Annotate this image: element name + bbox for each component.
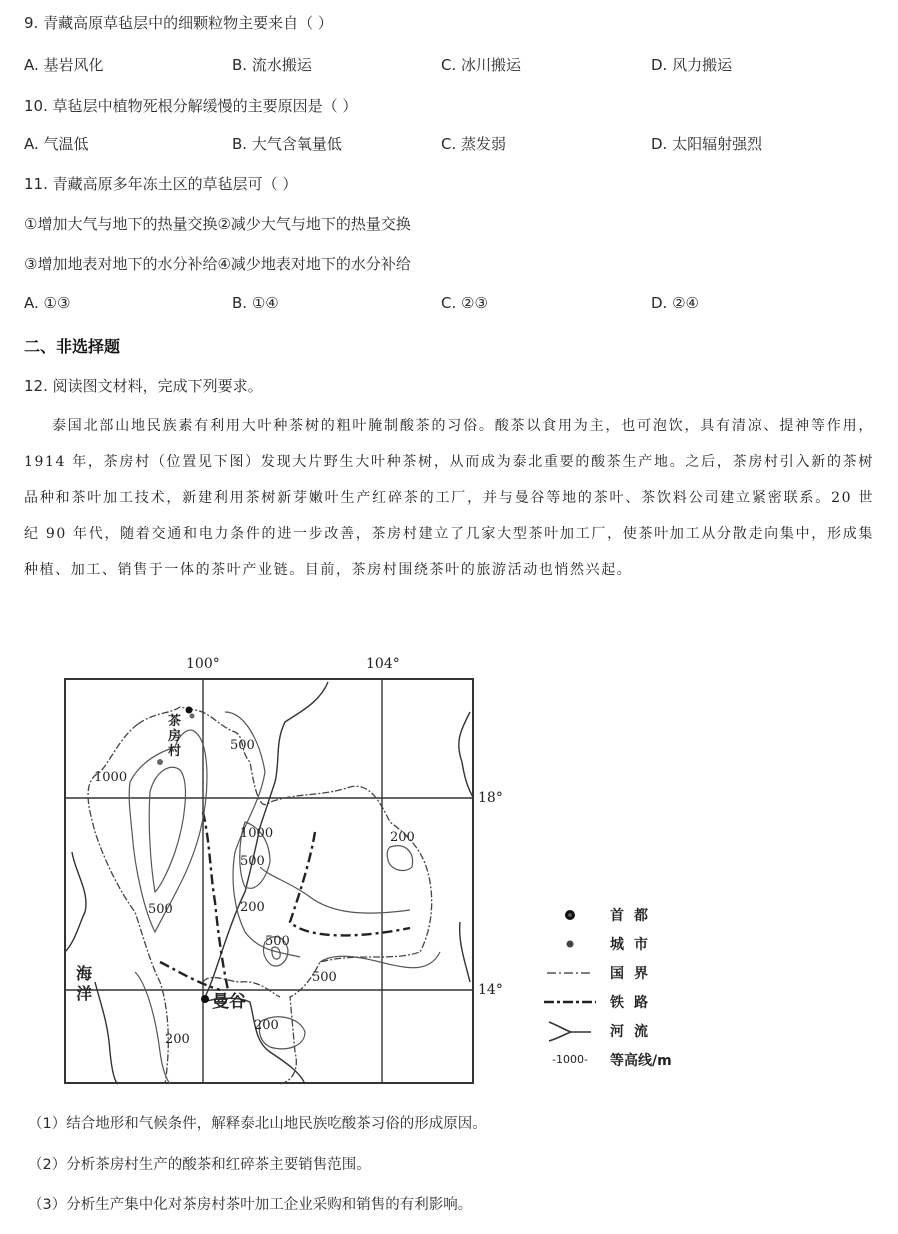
bangkok-capital-marker: [201, 995, 209, 1003]
q10-option-b: B. 大气含氧量低: [232, 135, 342, 153]
contour-line-icon: -1000-: [552, 1053, 588, 1066]
capital-dot-icon: [540, 908, 600, 922]
q11-option-a: A. ①③: [24, 294, 71, 312]
latitude-14-label: 14°: [478, 982, 503, 998]
q10-option-d: D. 太阳辐射强烈: [651, 135, 763, 153]
legend-contour: -1000- 等高线/m: [540, 1045, 672, 1074]
map-legend: [540, 900, 672, 1074]
q9-option-a: A. 基岩风化: [24, 56, 104, 74]
longitude-104-label: 104°: [366, 656, 400, 672]
q12-passage: [24, 408, 874, 588]
legend-river: 河流: [540, 1016, 672, 1045]
contour-label: 200: [254, 1018, 279, 1033]
q12-subquestion-1: （1）结合地形和气候条件，解释泰北山地民族吃酸茶习俗的形成原因。: [28, 1116, 487, 1132]
q9-option-b: B. 流水搬运: [232, 56, 312, 74]
question-12-stem: 12. 阅读图文材料，完成下列要求。: [24, 377, 263, 395]
q11-option-b: B. ①④: [232, 294, 279, 312]
ocean-label: 海洋: [76, 964, 93, 1003]
q12-subquestion-2: （2）分析茶房村生产的酸茶和红碎茶主要销售范围。: [28, 1157, 371, 1173]
latitude-18-label: 18°: [478, 790, 503, 806]
city-dot-icon: [540, 938, 600, 950]
q11-option-c: C. ②③: [441, 294, 488, 312]
contour-label: 200: [240, 900, 265, 915]
legend-border: 国界: [540, 958, 672, 987]
bangkok-label: 曼谷: [212, 992, 246, 1012]
q10-option-c: C. 蒸发弱: [441, 135, 507, 153]
q10-option-a: A. 气温低: [24, 135, 89, 153]
q11-statement-1: ①增加大气与地下的热量交换②减少大气与地下的热量交换: [24, 215, 411, 233]
contour-label: 1000: [94, 770, 128, 785]
legend-capital: 首都: [540, 900, 672, 929]
q11-option-d: D. ②④: [651, 294, 699, 312]
village-label: 茶房村: [168, 714, 182, 759]
contour-label: 1000: [240, 826, 274, 841]
legend-railway: 铁路: [540, 987, 672, 1016]
section-title: 二、非选择题: [24, 337, 121, 356]
village-marker: [186, 707, 193, 714]
q12-subquestion-3: （3）分析生产集中化对茶房村茶叶加工企业采购和销售的有利影响。: [28, 1197, 473, 1213]
question-10-stem: 10. 草毡层中植物死根分解缓慢的主要原因是（ ）: [24, 97, 358, 115]
river-line-icon: [540, 1020, 600, 1042]
longitude-100-label: 100°: [186, 656, 220, 672]
q9-option-c: C. 冰川搬运: [441, 56, 522, 74]
railway-line-icon: [540, 998, 600, 1006]
contour-label: 500: [148, 902, 173, 917]
contour-label: 500: [312, 970, 337, 985]
passage-text: 泰国北部山地民族素有利用大叶种茶树的粗叶腌制酸茶的习俗。酸茶以食用为主，也可泡饮，具有清凉、提神等作用，1914 年，茶房村（位置见下图）发现大片野生大叶种茶树，从而成为泰北重要的酸茶生产地。之后，茶房村引入新的茶树品种和茶叶加工技术，新建利用茶树新芽嫩叶生产红碎茶的工厂，并与曼谷等地的茶叶、茶饮料公司建立紧密联系。20 世纪 90 年代，随着交通和电力条件的进一步改善，茶房村建立了几家大型茶叶加工厂，使茶叶加工从分散走向集中，形成集种植、加工、销售于一体的茶叶产业链。目前，茶房村围绕茶叶的旅游活动也悄然兴起。: [24, 418, 874, 578]
q9-option-d: D. 风力搬运: [651, 56, 733, 74]
question-11-stem: 11. 青藏高原多年冻土区的草毡层可（ ）: [24, 175, 298, 193]
legend-city: 城市: [540, 929, 672, 958]
contour-label: 500: [265, 934, 290, 949]
contour-label: 200: [165, 1032, 190, 1047]
contour-label: 200: [390, 830, 415, 845]
contour-label: 500: [240, 854, 265, 869]
contour-label: 500: [230, 738, 255, 753]
question-9-stem: 9. 青藏高原草毡层中的细颗粒物主要来自（ ）: [24, 14, 333, 32]
border-line-icon: [540, 969, 600, 977]
q11-statement-2: ③增加地表对地下的水分补给④减少地表对地下的水分补给: [24, 255, 411, 273]
